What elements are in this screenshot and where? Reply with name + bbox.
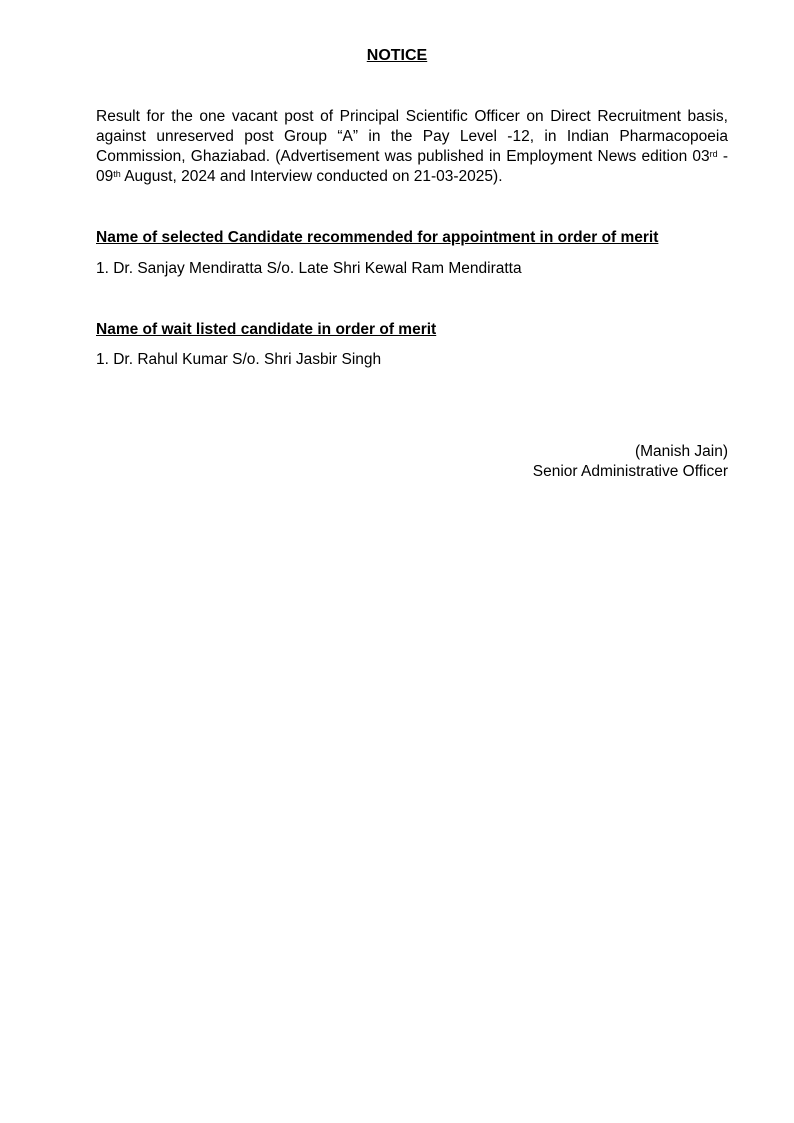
selected-candidate-item: 1. Dr. Sanjay Mendiratta S/o. Late Shri Kewal Ram Mendiratta: [96, 260, 522, 277]
superscript-rd: rd: [709, 149, 718, 159]
waitlisted-candidate-heading: Name of wait listed candidate in order of merit: [96, 321, 437, 338]
signatory-name: (Manish Jain): [634, 443, 728, 460]
paragraph-text: August, 2024 and Interview conducted on 21-03-2025).: [120, 168, 503, 185]
signatory-designation: Senior Administrative Officer: [532, 463, 728, 480]
notice-title: NOTICE: [366, 47, 428, 64]
paragraph-text: - 09: [96, 148, 728, 185]
waitlisted-candidate-item: 1. Dr. Rahul Kumar S/o. Shri Jasbir Singh: [96, 351, 382, 368]
selected-candidate-heading: Name of selected Candidate recommended for appointment in order of merit: [96, 229, 659, 246]
superscript-th: th: [113, 169, 121, 179]
notice-paragraph: [96, 107, 728, 187]
paragraph-text: Result for the one vacant post of Principal Scientific Officer on Direct Recruitment basis, against unreserved post Group “A” in the Pay Level -12, in Indian Pharmacopoeia Commission, Ghaziabad. (Advertisement was published in Employment News edition 03: [96, 108, 728, 165]
